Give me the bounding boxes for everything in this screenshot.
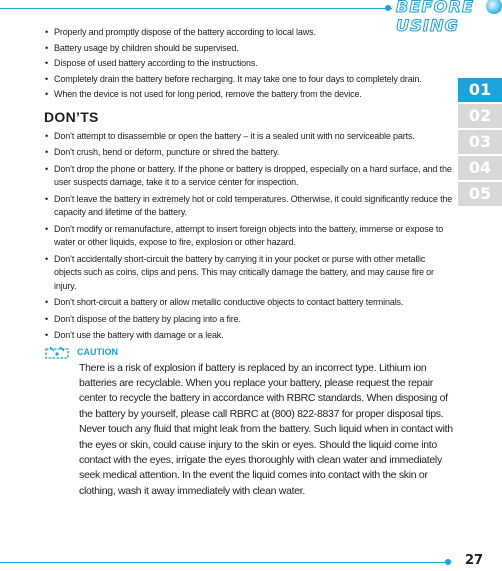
list-item: • Don’t short-circuit a battery or allow metallic conductive objects to contact battery terminals.: [44, 296, 454, 310]
list-item: • Completely drain the battery before recharging. It may take one to four days to completely drain.: [44, 73, 454, 87]
list-item: • Don’t use the battery with damage or a leak.: [44, 329, 454, 343]
list-item: • Battery usage by children should be supervised.: [44, 42, 454, 56]
page-number: 27: [465, 553, 484, 568]
header-dot: [385, 5, 391, 11]
tab-chapter-04[interactable]: 04: [458, 156, 502, 180]
list-item: • Properly and promptly dispose of the battery according to local laws.: [44, 26, 454, 40]
dos-list: [44, 26, 454, 102]
list-item: • When the device is not used for long period, remove the battery from the device.: [44, 88, 454, 102]
caution-text: There is a risk of explosion if battery is replaced by an incorrect type. Lithium ion batteries are recyclable. When you replace your battery, please request the repair center to recycle the battery in accordance with RBRC standards. When disposing of the battery by yourself, please call RBRC at (800) 822-8837 for proper disposal tips. Never touch any fluid that might leak from the battery. Such liquid when in contact with the eyes or skin, could cause injury to the skin or eyes. Should the liquid come into contact with the eyes, irrigate the eyes thoroughly with clean water and immediately seek medical attention. In the event the liquid comes into contact with the skin or clothing, wash it away immediately with clean water.: [79, 361, 453, 497]
list-item: • Dispose of used battery according to the instructions.: [44, 57, 454, 71]
donts-heading: DON’TS: [44, 108, 99, 125]
chapter-tabs: [458, 78, 502, 208]
footer-dot: [445, 559, 451, 565]
list-item: • Don’t attempt to disassemble or open the battery – it is a sealed unit with no serviceable parts.: [44, 130, 454, 144]
list-item: • Don’t drop the phone or battery. If the phone or battery is dropped, especially on a hard surface, and the user suspects damage, take it to a service center for inspection.: [44, 163, 454, 190]
donts-list: [44, 130, 454, 343]
tab-chapter-03[interactable]: 03: [458, 130, 502, 154]
tab-chapter-02[interactable]: 02: [458, 104, 502, 128]
caution-icon: [44, 346, 70, 360]
list-item: • Don’t dispose of the battery by placing into a fire.: [44, 313, 454, 327]
caution-block: [44, 346, 454, 500]
main-content: [44, 26, 454, 499]
list-item: • Don’t modify or remanufacture, attempt to insert foreign objects into the battery, immerse or expose to water or other liquids, expose to fire, explosion or other hazard.: [44, 223, 454, 250]
caution-label: CAUTION: [77, 346, 118, 357]
header-rule: [0, 8, 392, 9]
list-item: • Don’t leave the battery in extremely hot or cold temperatures. Otherwise, it could significantly reduce the capacity and lifetime of the battery.: [44, 193, 454, 220]
tab-chapter-01[interactable]: 01: [458, 78, 502, 102]
list-item: • Don’t crush, bend or deform, puncture or shred the battery.: [44, 146, 454, 160]
section-title: BEFORE USING: [396, 0, 475, 35]
list-item: • Don’t accidentally short-circuit the battery by carrying it in your pocket or purse with other metallic objects such as coins, clips and pens. This may critically damage the battery, and may cause fire or injury.: [44, 253, 454, 294]
footer-rule: [0, 562, 448, 563]
tab-chapter-05[interactable]: 05: [458, 182, 502, 206]
